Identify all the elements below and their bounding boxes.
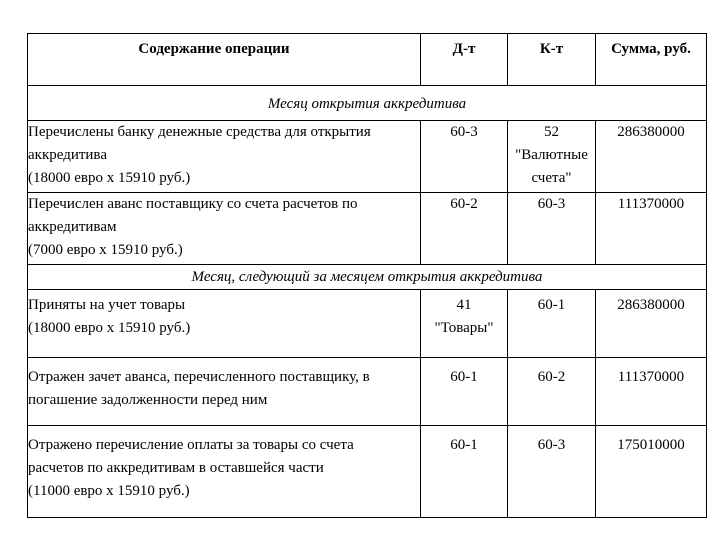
table-row <box>28 426 707 518</box>
operation-description: Отражено перечисление оплаты за товары со счета расчетов по аккредитивам в оставшейся части (11000 евро х 15910 руб.) <box>28 426 421 518</box>
credit-account: 52 "Валютные счета" <box>508 121 596 193</box>
credit-account: 60-2 <box>508 358 596 426</box>
section-row <box>28 86 707 121</box>
credit-account: 60-1 <box>508 290 596 358</box>
operation-description: Отражен зачет аванса, перечисленного поставщику, в погашение задолженности перед ним <box>28 358 421 426</box>
amount-value: 286380000 <box>596 290 707 358</box>
amount-value: 111370000 <box>596 358 707 426</box>
operation-description: Перечислены банку денежные средства для открытия аккредитива (18000 евро х 15910 руб.) <box>28 121 421 193</box>
debit-account: 60-2 <box>421 193 508 265</box>
amount-value: 286380000 <box>596 121 707 193</box>
amount-value: 175010000 <box>596 426 707 518</box>
debit-account: 60-1 <box>421 358 508 426</box>
debit-account: 60-3 <box>421 121 508 193</box>
table-row <box>28 193 707 265</box>
credit-account: 60-3 <box>508 426 596 518</box>
amount-value: 111370000 <box>596 193 707 265</box>
table-row <box>28 290 707 358</box>
debit-account: 41 "Товары" <box>421 290 508 358</box>
table-row <box>28 121 707 193</box>
credit-account: 60-3 <box>508 193 596 265</box>
operation-description: Перечислен аванс поставщику со счета расчетов по аккредитивам (7000 евро х 15910 руб.) <box>28 193 421 265</box>
header-debit: Д-т <box>421 34 508 86</box>
table-row <box>28 358 707 426</box>
operation-description: Приняты на учет товары (18000 евро х 15910 руб.) <box>28 290 421 358</box>
table-header-row <box>28 34 707 86</box>
header-description: Содержание операции <box>28 34 421 86</box>
section-row <box>28 265 707 290</box>
section-title: Месяц, следующий за месяцем открытия аккредитива <box>28 265 707 290</box>
header-credit: К-т <box>508 34 596 86</box>
section-title: Месяц открытия аккредитива <box>28 86 707 121</box>
accounting-entries-table <box>27 33 707 518</box>
debit-account: 60-1 <box>421 426 508 518</box>
header-amount: Сумма, руб. <box>596 34 707 86</box>
